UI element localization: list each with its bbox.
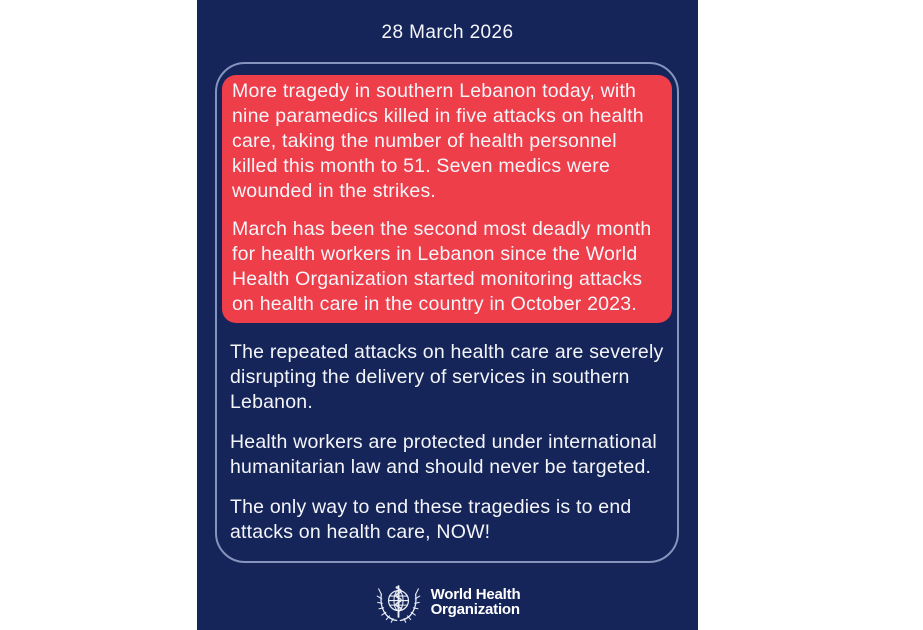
who-logo	[197, 578, 698, 625]
highlighted-text-block	[222, 75, 672, 323]
body-paragraph-2: Health workers are protected under international humanitarian law and should never be targeted.	[230, 431, 657, 478]
highlight-paragraph-2: March has been the second most deadly month for health workers in Lebanon since the World Health Organization started monitoring attacks on health care in the country in October 2023.	[232, 218, 652, 315]
date-heading: 28 March 2026	[381, 22, 514, 43]
logo-line-2: Organization	[430, 600, 520, 618]
who-emblem-icon	[375, 578, 422, 625]
body-paragraph-1: The repeated attacks on health care are severely disrupting the delivery of services in southern Lebanon.	[230, 341, 664, 413]
body-paragraph-3: The only way to end these tragedies is to end attacks on health care, NOW!	[230, 496, 632, 543]
highlight-paragraph-1: More tragedy in southern Lebanon today, with nine paramedics killed in five attacks on health care, taking the number of health personnel killed this month to 51. Seven medics were wounded in the strikes.	[232, 80, 644, 202]
body-text-block	[222, 323, 672, 545]
logo-line-1: World Health	[430, 585, 521, 603]
who-poster	[197, 0, 698, 630]
message-panel	[215, 62, 679, 563]
who-logo-text	[431, 587, 521, 617]
